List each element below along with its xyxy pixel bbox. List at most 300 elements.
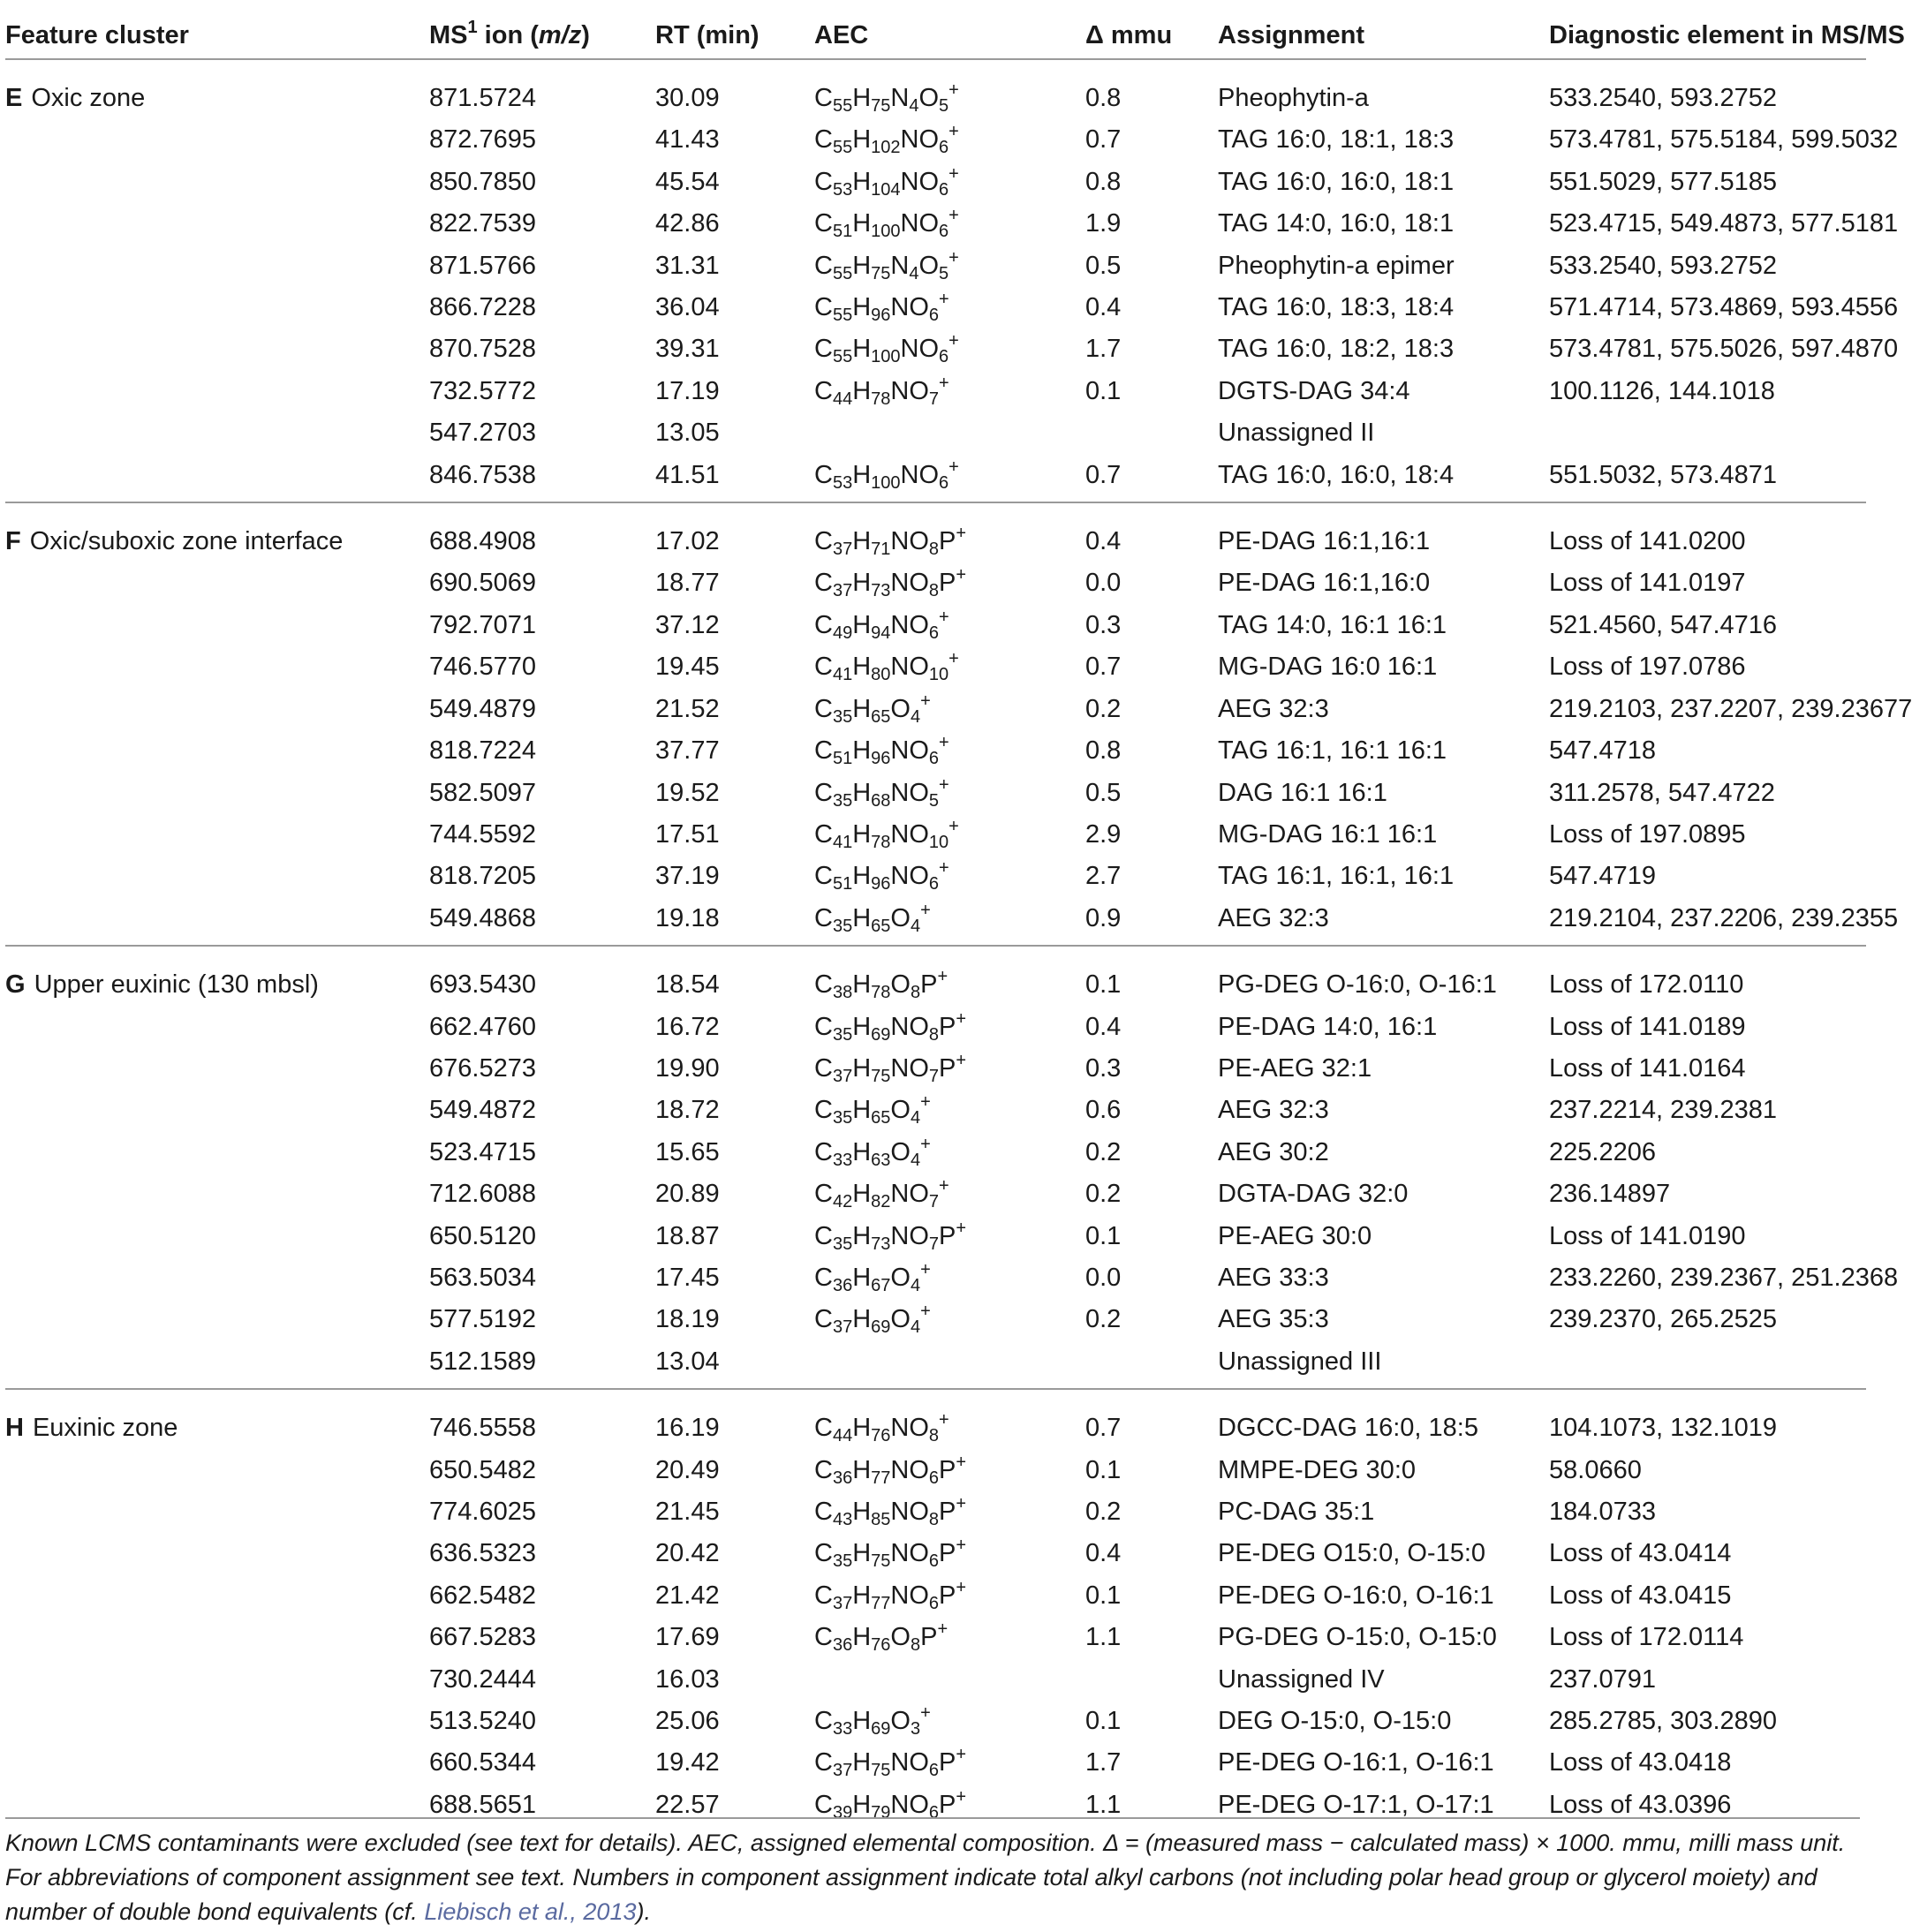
table-row (5, 898, 1866, 946)
cell-rt: 18.72 (655, 1096, 720, 1125)
aec-count: 36 (832, 1635, 853, 1656)
cell-delta-mmu: 0.2 (1085, 1137, 1122, 1166)
aec-count: 6 (928, 1593, 940, 1613)
aec-count: 38 (832, 983, 853, 1003)
cell-ms-ion: 549.4872 (429, 1096, 536, 1125)
cell-aec (814, 1450, 1044, 1491)
table-row (5, 646, 1866, 688)
cell-ms-ion: 712.6088 (429, 1180, 536, 1209)
cell-diagnostic: 219.2103, 237.2207, 239.23677 (1549, 694, 1912, 723)
cell-assignment: PE-DEG O-17:1, O-17:1 (1218, 1790, 1494, 1819)
aec-charge: + (956, 1745, 967, 1765)
table-body (5, 59, 1912, 1831)
aec-element: NO (900, 125, 940, 155)
table-row (5, 371, 1866, 412)
aec-element: H (852, 167, 872, 196)
aec-element: NO (890, 862, 929, 891)
cell-aec (814, 562, 1044, 604)
aec-charge: + (939, 733, 949, 753)
aec-element: H (852, 862, 872, 891)
table-header-row (5, 12, 1866, 59)
aec-element: H (852, 819, 872, 849)
aec-element: C (814, 736, 833, 766)
header-ms-ion-text: MS (429, 21, 468, 49)
aec-element: O (890, 1096, 911, 1125)
table-row (5, 1090, 1866, 1131)
aec-element: NO (890, 1221, 929, 1250)
cell-assignment: TAG 16:0, 18:2, 18:3 (1218, 335, 1455, 364)
aec-element: H (852, 778, 872, 807)
cell-feature-cluster (5, 287, 389, 328)
cell-diagnostic: Loss of 141.0164 (1549, 1053, 1746, 1083)
cell-delta-mmu: 0.1 (1085, 1581, 1122, 1610)
cell-assignment: AEG 32:3 (1218, 903, 1329, 932)
aec-count: 75 (871, 1761, 891, 1781)
cell-rt: 17.45 (655, 1263, 720, 1292)
group-letter: F (5, 527, 21, 556)
cell-assignment: DEG O-15:0, O-15:0 (1218, 1707, 1452, 1736)
cell-rt: 20.42 (655, 1539, 720, 1568)
cell-ms-ion: 577.5192 (429, 1305, 536, 1334)
cell-ms-ion: 866.7228 (429, 293, 536, 322)
table-row (5, 1617, 1866, 1658)
table-row (5, 1659, 1866, 1701)
aec-count: 6 (928, 623, 940, 643)
table-row (5, 1450, 1866, 1491)
aec-count: 69 (871, 1024, 891, 1045)
cell-diagnostic: 573.4781, 575.5184, 599.5032 (1549, 125, 1899, 155)
aec-count: 55 (832, 306, 853, 326)
cell-feature-cluster (5, 730, 389, 772)
aec-element: C (814, 778, 833, 807)
aec-charge: + (948, 816, 959, 836)
cell-delta-mmu: 0.3 (1085, 610, 1122, 639)
cell-aec (814, 1491, 1044, 1533)
cell-delta-mmu: 1.9 (1085, 209, 1122, 238)
aec-count: 94 (871, 623, 891, 643)
aec-element: H (852, 335, 872, 364)
aec-element: H (852, 903, 872, 932)
cell-aec (814, 1617, 1044, 1658)
aec-charge: + (939, 774, 949, 795)
aec-count: 6 (939, 347, 949, 367)
cell-diagnostic: 239.2370, 265.2525 (1549, 1305, 1778, 1334)
table-row (5, 1048, 1866, 1090)
aec-element: P (920, 1623, 938, 1652)
aec-element: C (814, 1263, 833, 1292)
aec-element: C (814, 1221, 833, 1250)
aec-element: O (890, 1707, 911, 1736)
aec-charge: + (920, 1134, 931, 1154)
aec-element: C (814, 1180, 833, 1209)
aec-element: H (852, 1012, 872, 1041)
table-row (5, 814, 1866, 856)
cell-diagnostic: Loss of 43.0415 (1549, 1581, 1732, 1610)
aec-count: 100 (871, 222, 901, 242)
aec-charge: + (937, 967, 948, 987)
table-row (5, 245, 1866, 287)
cell-assignment: Pheophytin-a (1218, 84, 1369, 112)
header-ms-ion-text-3: ) (581, 21, 590, 49)
aec-count: 73 (871, 581, 891, 601)
aec-charge: + (939, 1176, 949, 1196)
aec-count: 7 (928, 1234, 940, 1254)
aec-count: 69 (871, 1317, 891, 1338)
cell-feature-cluster (5, 1389, 389, 1449)
cell-feature-cluster (5, 605, 389, 646)
aec-count: 44 (832, 1426, 853, 1446)
aec-count: 4 (909, 96, 919, 116)
table-row (5, 1742, 1866, 1784)
cell-feature-cluster (5, 203, 389, 245)
cell-delta-mmu: 1.7 (1085, 335, 1122, 364)
aec-count: 4 (909, 263, 919, 283)
cell-aec (814, 371, 1044, 412)
cell-assignment: TAG 14:0, 16:1 16:1 (1218, 610, 1447, 639)
table-row (5, 412, 1866, 454)
cell-aec (814, 856, 1044, 897)
aec-element: H (852, 653, 872, 682)
cell-feature-cluster (5, 562, 389, 604)
cell-diagnostic: 219.2104, 237.2206, 239.2355 (1549, 903, 1899, 932)
cell-rt: 19.52 (655, 778, 720, 807)
aec-count: 6 (939, 138, 949, 158)
aec-element: O (890, 1623, 911, 1652)
cell-delta-mmu: 2.9 (1085, 819, 1122, 849)
cell-feature-cluster (5, 1575, 389, 1617)
aec-count: 78 (871, 983, 891, 1003)
cell-assignment: AEG 30:2 (1218, 1137, 1329, 1166)
cell-assignment: DGTS-DAG 34:4 (1218, 376, 1410, 405)
cell-diagnostic: Loss of 141.0189 (1549, 1012, 1746, 1041)
aec-element: H (852, 610, 872, 639)
aec-element: C (814, 125, 833, 155)
aec-count: 53 (832, 179, 853, 200)
cell-ms-ion: 850.7850 (429, 167, 536, 196)
aec-count: 65 (871, 1108, 891, 1128)
cell-rt: 17.51 (655, 819, 720, 849)
cell-feature-cluster (5, 1090, 389, 1131)
cell-aec (814, 119, 1044, 161)
cell-assignment: Unassigned IV (1218, 1664, 1385, 1694)
cell-feature-cluster (5, 1007, 389, 1048)
aec-count: 8 (928, 1426, 940, 1446)
aec-count: 43 (832, 1510, 853, 1529)
aec-element: P (939, 1221, 956, 1250)
cell-rt: 21.42 (655, 1581, 720, 1610)
aec-count: 8 (928, 540, 940, 560)
cell-rt: 17.69 (655, 1623, 720, 1652)
cell-assignment: TAG 16:1, 16:1 16:1 (1218, 736, 1447, 766)
cell-rt: 15.65 (655, 1137, 720, 1166)
table-row (5, 773, 1866, 814)
aec-charge: + (956, 1452, 967, 1472)
aec-count: 78 (871, 389, 891, 409)
aec-element: O (890, 694, 911, 723)
cell-ms-ion: 792.7071 (429, 610, 536, 639)
aec-charge: + (920, 691, 931, 711)
aec-element: C (814, 84, 833, 112)
cell-aec (814, 1389, 1044, 1449)
aec-count: 55 (832, 96, 853, 116)
footnote-tail: ). (636, 1898, 651, 1925)
aec-count: 3 (910, 1719, 921, 1740)
aec-element: C (814, 1581, 833, 1610)
aec-element: H (852, 209, 872, 238)
cell-aec (814, 1575, 1044, 1617)
aec-element: H (852, 1053, 872, 1083)
cell-aec (814, 1216, 1044, 1257)
aec-count: 67 (871, 1275, 891, 1295)
cell-ms-ion: 512.1589 (429, 1347, 536, 1376)
aec-charge: + (939, 373, 949, 393)
cell-ms-ion: 676.5273 (429, 1053, 536, 1083)
aec-element: C (814, 1305, 833, 1334)
aec-count: 96 (871, 306, 891, 326)
table-row (5, 162, 1866, 203)
cell-feature-cluster (5, 1257, 389, 1299)
cell-assignment: PC-DAG 35:1 (1218, 1498, 1375, 1526)
aec-element: C (814, 376, 833, 405)
cell-assignment: PE-DAG 16:1,16:0 (1218, 569, 1431, 598)
cell-assignment: TAG 16:1, 16:1, 16:1 (1218, 862, 1455, 891)
aec-element: C (814, 209, 833, 238)
cell-assignment: MG-DAG 16:1 16:1 (1218, 819, 1438, 849)
cell-feature-cluster (5, 328, 389, 370)
aec-element: H (852, 1539, 872, 1568)
cell-feature-cluster (5, 455, 389, 502)
cell-diagnostic: 237.0791 (1549, 1664, 1656, 1694)
aec-element: P (939, 1053, 956, 1083)
cell-assignment: AEG 32:3 (1218, 1096, 1329, 1125)
aec-element: P (939, 1498, 956, 1526)
aec-element: NO (890, 610, 929, 639)
aec-element: H (852, 736, 872, 766)
aec-count: 35 (832, 1024, 853, 1045)
cell-aec (814, 1132, 1044, 1174)
cell-rt: 21.52 (655, 694, 720, 723)
cell-assignment: DGTA-DAG 32:0 (1218, 1180, 1409, 1209)
cell-feature-cluster (5, 1533, 389, 1574)
cell-assignment: PE-DEG O-16:1, O-16:1 (1218, 1748, 1494, 1777)
cell-delta-mmu: 1.1 (1085, 1623, 1122, 1652)
aec-element: P (939, 1581, 956, 1610)
cell-rt: 17.19 (655, 376, 720, 405)
cell-ms-ion: 563.5034 (429, 1263, 536, 1292)
cell-rt: 36.04 (655, 293, 720, 322)
cell-ms-ion: 872.7695 (429, 125, 536, 155)
cell-aec (814, 1007, 1044, 1048)
aec-count: 8 (910, 1635, 921, 1656)
aec-element: O (918, 84, 940, 112)
aec-charge: + (956, 1008, 967, 1029)
group-name: Upper euxinic (130 mbsl) (34, 970, 319, 1000)
cell-ms-ion: 746.5558 (389, 1389, 623, 1449)
table-row (5, 502, 1866, 562)
aec-element: N (890, 251, 910, 280)
aec-element: NO (890, 736, 929, 766)
cell-delta-mmu: 0.8 (1085, 84, 1122, 112)
cell-delta-mmu: 0.9 (1085, 903, 1122, 932)
cell-ms-ion: 818.7205 (429, 862, 536, 891)
aec-count: 6 (928, 1468, 940, 1488)
cell-assignment: MG-DAG 16:0 16:1 (1218, 653, 1438, 682)
cell-aec (814, 1257, 1044, 1299)
cell-feature-cluster (5, 814, 389, 856)
aec-count: 96 (871, 749, 891, 769)
cell-rt: 18.54 (623, 946, 814, 1006)
aec-count: 51 (832, 749, 853, 769)
table-row (5, 287, 1866, 328)
cell-diagnostic: 184.0733 (1549, 1498, 1656, 1526)
cell-aec (814, 646, 1044, 688)
cell-assignment: MMPE-DEG 30:0 (1218, 1455, 1416, 1484)
table-row (5, 1575, 1866, 1617)
aec-element: NO (890, 1414, 929, 1443)
cell-aec (814, 328, 1044, 370)
cell-feature-cluster (5, 1132, 389, 1174)
cell-ms-ion: 746.5770 (429, 653, 536, 682)
aec-count: 8 (928, 1510, 940, 1529)
cell-ms-ion: 818.7224 (429, 736, 536, 766)
cell-feature-cluster (5, 1617, 389, 1658)
aec-element: H (852, 1748, 872, 1777)
cell-rt: 31.31 (655, 251, 720, 280)
aec-element: C (814, 1414, 833, 1443)
footnote-citation-link[interactable]: Liebisch et al., 2013 (424, 1898, 637, 1925)
aec-element: H (852, 1790, 872, 1819)
aec-element: C (814, 460, 833, 489)
cell-feature-cluster (5, 1701, 389, 1742)
cell-assignment: PE-DEG O-16:0, O-16:1 (1218, 1581, 1494, 1610)
cell-rt: 19.18 (655, 903, 720, 932)
cell-delta-mmu (1044, 412, 1218, 454)
ms-feature-table (5, 12, 1912, 1831)
aec-element: C (814, 1498, 833, 1526)
aec-count: 5 (939, 96, 949, 116)
aec-charge: + (939, 290, 949, 310)
aec-element: NO (890, 1498, 929, 1526)
cell-rt: 20.89 (655, 1180, 720, 1209)
cell-delta-mmu: 0.1 (1085, 1221, 1122, 1250)
cell-ms-ion: 693.5430 (389, 946, 623, 1006)
aec-element: NO (890, 778, 929, 807)
header-delta-mmu: Δ mmu (1044, 12, 1218, 59)
cell-assignment: Unassigned III (1218, 1347, 1382, 1376)
cell-delta-mmu: 0.2 (1085, 694, 1122, 723)
aec-element: C (814, 862, 833, 891)
aec-element: H (852, 460, 872, 489)
table-row (5, 856, 1866, 897)
aec-count: 100 (871, 347, 901, 367)
aec-element: H (852, 1137, 872, 1166)
aec-element: H (852, 1707, 872, 1736)
cell-assignment: DAG 16:1 16:1 (1218, 778, 1387, 807)
cell-rt: 41.51 (655, 460, 720, 489)
aec-element: P (939, 1455, 956, 1484)
table-row (5, 119, 1866, 161)
cell-ms-ion: 662.5482 (429, 1581, 536, 1610)
table-row (5, 1701, 1866, 1742)
aec-element: H (852, 1263, 872, 1292)
aec-charge: + (920, 1259, 931, 1279)
aec-count: 51 (832, 874, 853, 894)
cell-ms-ion: 523.4715 (429, 1137, 536, 1166)
cell-delta-mmu: 0.5 (1085, 251, 1122, 280)
aec-count: 44 (832, 389, 853, 409)
cell-feature-cluster (5, 1299, 389, 1340)
cell-feature-cluster (5, 646, 389, 688)
cell-diagnostic: 100.1126, 144.1018 (1549, 376, 1775, 405)
table-row (5, 562, 1866, 604)
cell-diagnostic: Loss of 141.0200 (1549, 502, 1866, 562)
aec-count: 6 (939, 179, 949, 200)
cell-assignment: TAG 16:0, 16:0, 18:1 (1218, 167, 1455, 196)
cell-rt: 18.19 (655, 1305, 720, 1334)
cell-diagnostic (1549, 412, 1866, 454)
aec-element: P (939, 569, 956, 598)
header-ms-ion (389, 12, 623, 59)
group-name: Oxic zone (31, 84, 146, 112)
table-row (5, 1341, 1866, 1389)
group-letter: H (5, 1414, 24, 1443)
aec-element: C (814, 1455, 833, 1484)
cell-feature-cluster (5, 412, 389, 454)
cell-rt: 13.05 (655, 419, 720, 448)
aec-element: NO (890, 653, 929, 682)
aec-count: 76 (871, 1635, 891, 1656)
cell-diagnostic: 547.4718 (1549, 736, 1656, 766)
aec-count: 104 (871, 179, 901, 200)
aec-element: O (890, 1263, 911, 1292)
aec-element: C (814, 1623, 833, 1652)
cell-rt: 19.45 (655, 653, 720, 682)
cell-aec (814, 1659, 1044, 1701)
aec-count: 6 (928, 1551, 940, 1572)
aec-count: 77 (871, 1593, 891, 1613)
cell-delta-mmu: 0.4 (1085, 293, 1122, 322)
cell-delta-mmu: 0.1 (1044, 946, 1218, 1006)
cell-feature-cluster (5, 371, 389, 412)
aec-element: C (814, 293, 833, 322)
table-row (5, 1132, 1866, 1174)
cell-rt: 13.04 (655, 1347, 720, 1376)
cell-assignment: DGCC-DAG 16:0, 18:5 (1218, 1389, 1549, 1449)
aec-count: 5 (928, 790, 940, 811)
cell-diagnostic (1549, 1341, 1866, 1389)
aec-count: 37 (832, 581, 853, 601)
aec-element: O (890, 1137, 911, 1166)
aec-count: 75 (871, 96, 891, 116)
cell-rt: 19.42 (655, 1748, 720, 1777)
table-row (5, 1257, 1866, 1299)
aec-element: O (890, 1305, 911, 1334)
aec-element: NO (890, 1748, 929, 1777)
aec-element: H (852, 1455, 872, 1484)
aec-element: H (852, 694, 872, 723)
cell-diagnostic: 233.2260, 239.2367, 251.2368 (1549, 1263, 1899, 1292)
header-aec: AEC (814, 12, 1044, 59)
aec-count: 35 (832, 1108, 853, 1128)
cell-ms-ion: 822.7539 (429, 209, 536, 238)
cell-rt: 22.57 (655, 1790, 720, 1819)
aec-charge: + (956, 1536, 967, 1556)
cell-diagnostic: 225.2206 (1549, 1137, 1656, 1166)
aec-count: 77 (871, 1468, 891, 1488)
aec-element: C (814, 970, 833, 1000)
aec-charge: + (948, 649, 959, 669)
cell-feature-cluster (5, 1048, 389, 1090)
